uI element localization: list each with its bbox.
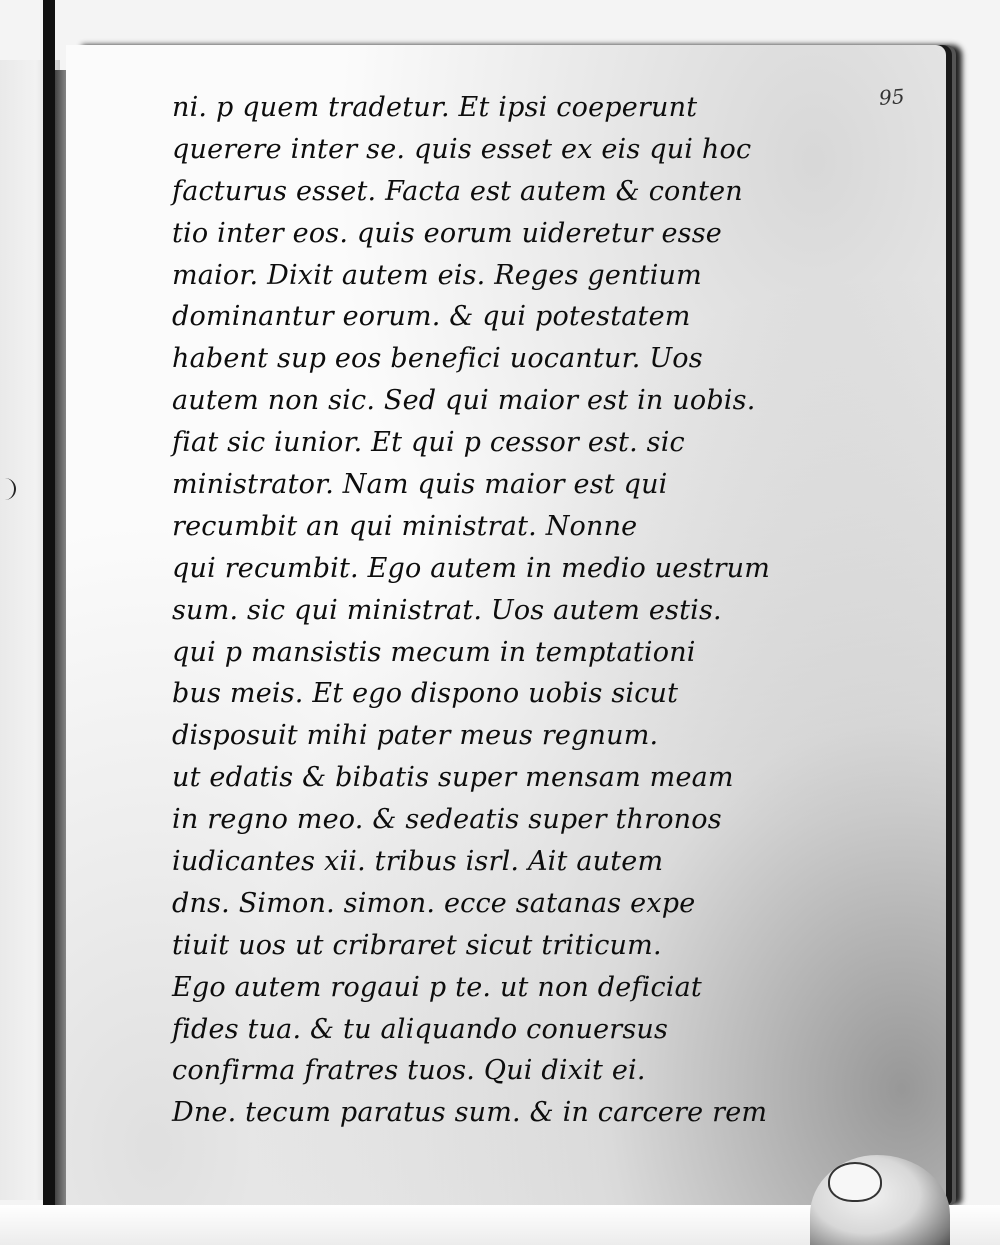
text-line: facturus esset. Facta est autem & conten [172, 175, 743, 207]
text-line: tiuit uos ut cribraret sicut triticum. [172, 929, 662, 961]
text-line: ministrator. Nam quis maior est qui [172, 469, 668, 501]
text-line: autem non sic. Sed qui maior est in uobis. [172, 385, 756, 417]
text-line: habent sup eos benefici uocantur. Uos [172, 343, 703, 375]
text-line: disposuit mihi pater meus regnum. [172, 720, 659, 752]
thumbnail-nail [828, 1162, 882, 1202]
text-line: bus meis. Et ego dispono uobis sicut [172, 678, 679, 710]
text-line: recumbit an qui ministrat. Nonne [172, 510, 638, 542]
text-line: querere inter se. quis esset ex eis qui hoc [172, 133, 752, 165]
text-line: confirma fratres tuos. Qui dixit ei. [172, 1055, 646, 1087]
manuscript-text-block [172, 87, 812, 1134]
text-line: tio inter eos. quis eorum uideretur esse [172, 217, 722, 249]
facing-page-mark [2, 478, 16, 500]
text-line: qui p mansistis mecum in temptationi [172, 636, 696, 668]
text-line: fiat sic iunior. Et qui p cessor est. sic [172, 427, 685, 459]
text-line: dominantur eorum. & qui potestatem [172, 301, 691, 333]
text-line: maior. Dixit autem eis. Reges gentium [172, 259, 702, 291]
text-line: iudicantes xii. tribus isrl. Ait autem [172, 846, 664, 878]
text-line: ni. p quem tradetur. Et ipsi coeperunt [172, 92, 698, 123]
text-line: sum. sic qui ministrat. Uos autem estis. [172, 594, 722, 626]
text-line: Ego autem rogaui p te. ut non deficiat [172, 971, 702, 1003]
binding-gutter [43, 0, 55, 1245]
text-line: ut edatis & bibatis super mensam meam [172, 762, 734, 794]
text-line: Dne. tecum paratus sum. & in carcere rem [172, 1097, 768, 1129]
manuscript-folio [66, 45, 946, 1205]
text-line: dns. Simon. simon. ecce satanas expe [172, 887, 696, 919]
text-line: qui recumbit. Ego autem in medio uestrum [172, 552, 771, 584]
folio-number: 95 [877, 84, 905, 110]
text-line: fides tua. & tu aliquando conuersus [172, 1013, 669, 1045]
text-line: in regno meo. & sedeatis super thronos [172, 804, 722, 836]
